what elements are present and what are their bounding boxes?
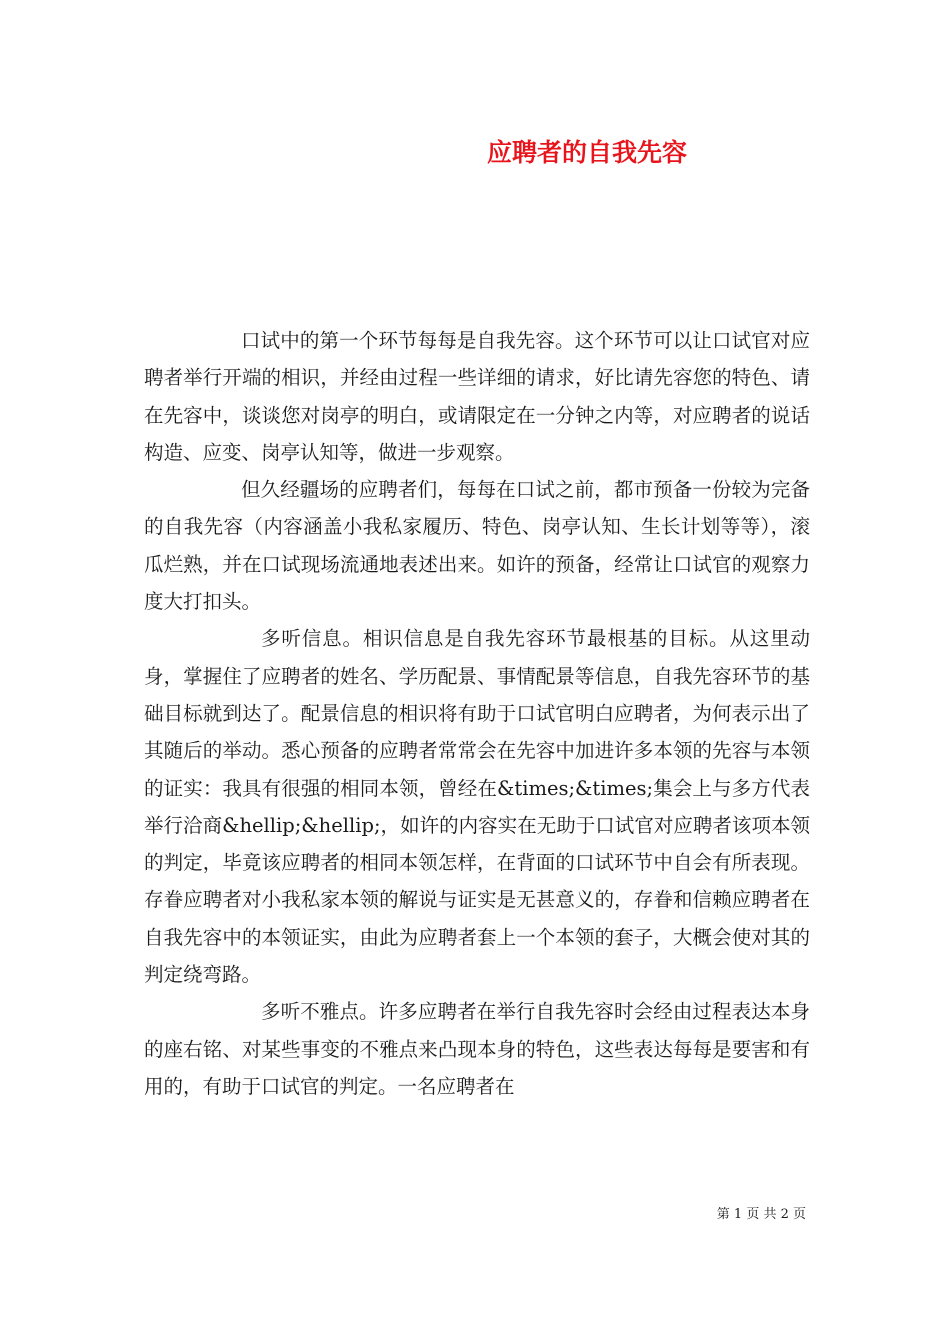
paragraph-4: 多听不雅点。许多应聘者在举行自我先容时会经由过程表达本身的座右铭、对某些事变的不雅点来凸现本身的特色，这些表达每每是要害和有用的，有助于口试官的判定。一名应聘者在 <box>144 1000 810 1098</box>
document-title: 应聘者的自我先容 <box>487 138 688 167</box>
document-title-wrap <box>0 133 950 169</box>
document-body <box>144 322 810 1105</box>
page-footer: 第 1 页 共 2 页 <box>716 1207 806 1222</box>
paragraph-1: 口试中的第一个环节每每是自我先容。这个环节可以让口试官对应聘者举行开端的相识，并经由过程一些详细的请求，好比请先容您的特色、请在先容中，谈谈您对岗亭的明白，或请限定在一分钟之内等，对应聘者的说话构造、应变、岗亭认知等，做进一步观察。 <box>144 329 810 464</box>
paragraph-2: 但久经疆场的应聘者们，每每在口试之前，都市预备一份较为完备的自我先容（内容涵盖小我私家履历、特色、岗亭认知、生长计划等等），滚瓜烂熟，并在口试现场流通地表述出来。如许的预备，经常让口试官的观察力度大打扣头。 <box>144 478 810 614</box>
paragraph-3: 多听信息。相识信息是自我先容环节最根基的目标。从这里动身，掌握住了应聘者的姓名、学历配景、事情配景等信息，自我先容环节的基础目标就到达了。配景信息的相识将有助于口试官明白应聘者，为何表示出了其随后的举动。悉心预备的应聘者常常会在先容中加进许多本领的先容与本领的证实：我具有很强的相同本领，曾经在&times;&times;集会上与多方代表举行洽商&hellip;&hellip;，如许的内容实在无助于口试官对应聘者该项本领的判定，毕竟该应聘者的相同本领怎样，在背面的口试环节中自会有所表现。存眷应聘者对小我私家本领的解说与证实是无甚意义的，存眷和信赖应聘者在自我先容中的本领证实，由此为应聘者套上一个本领的套子，大概会使对其的判定绕弯路。 <box>144 627 810 987</box>
